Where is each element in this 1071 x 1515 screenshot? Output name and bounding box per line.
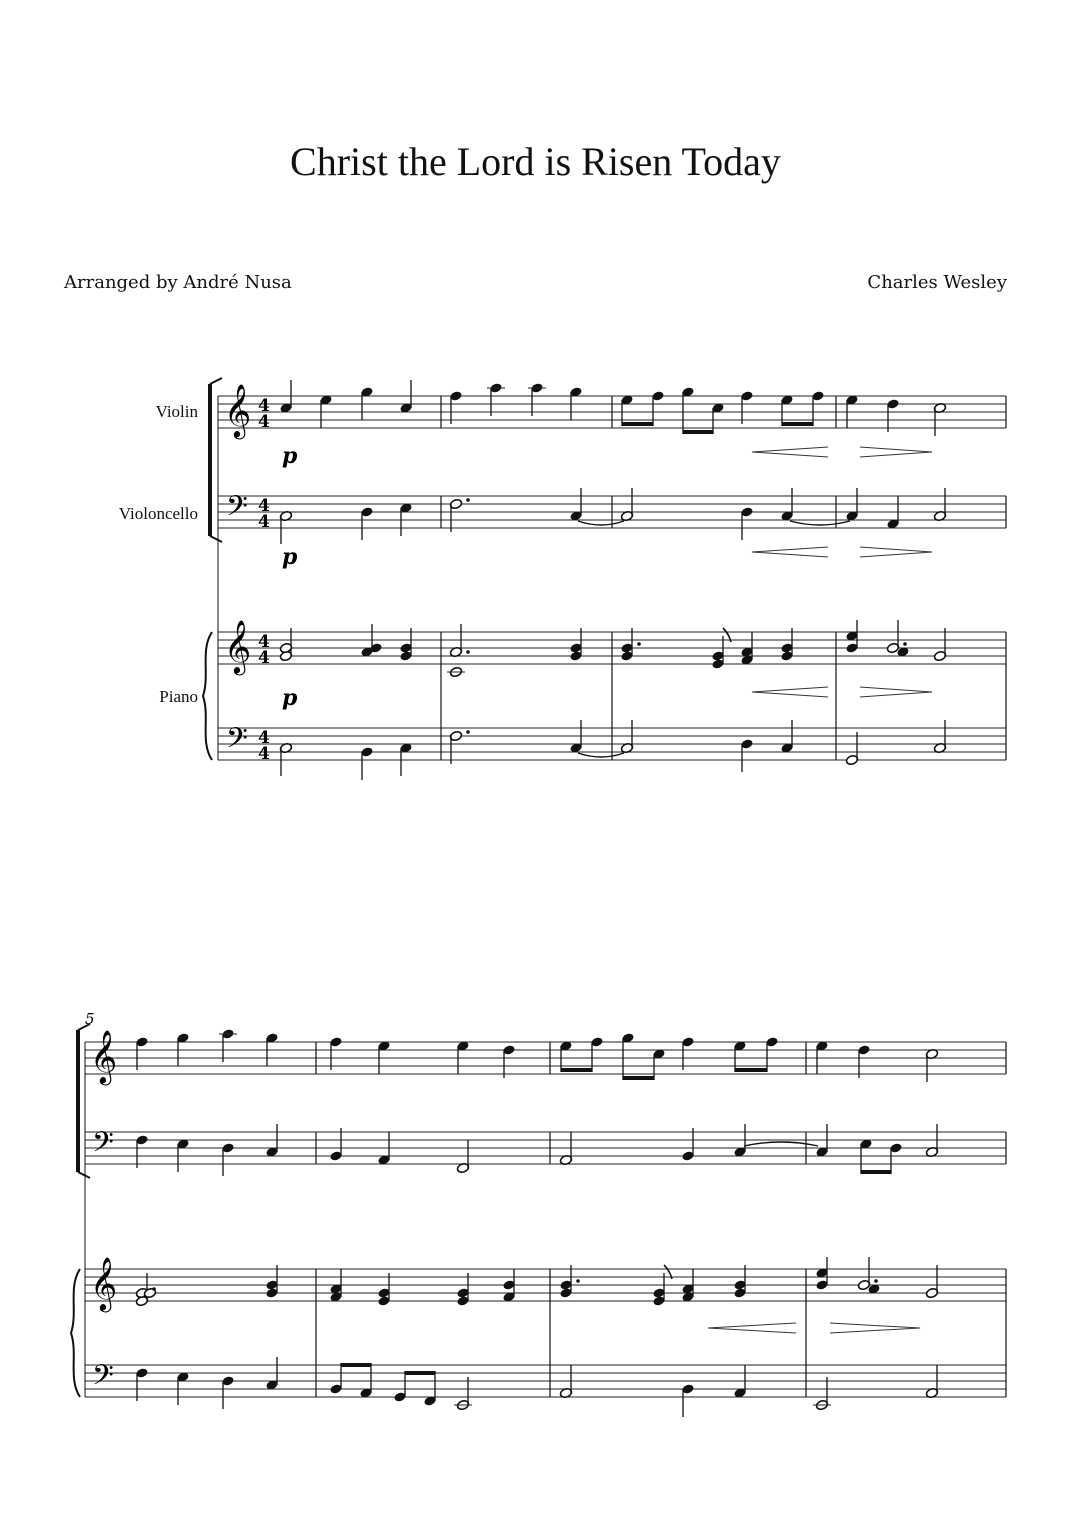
note <box>857 1257 870 1291</box>
note <box>780 720 793 754</box>
instrument-label-violin: Violin <box>155 402 198 421</box>
note <box>135 1134 148 1168</box>
bracket-hook <box>78 1172 90 1178</box>
note <box>933 402 946 436</box>
note <box>279 742 292 776</box>
note <box>454 1377 472 1411</box>
instrument-label-cello: Violoncello <box>118 504 198 523</box>
treble-clef: 𝄞 <box>90 1256 118 1310</box>
note <box>857 1044 870 1078</box>
note <box>845 732 858 766</box>
decrescendo-hairpin <box>860 687 932 697</box>
decrescendo-hairpin <box>860 547 932 557</box>
note <box>886 496 899 530</box>
note <box>925 1265 938 1299</box>
beam <box>341 1363 371 1367</box>
note <box>279 510 292 544</box>
note <box>569 720 582 754</box>
note <box>815 1124 828 1158</box>
note <box>925 1124 938 1158</box>
note <box>176 1032 189 1066</box>
note <box>681 1128 694 1162</box>
tie <box>790 521 850 525</box>
beam <box>622 422 653 426</box>
beam <box>623 1076 654 1080</box>
note <box>933 488 946 522</box>
augmentation-dot <box>637 642 641 646</box>
dynamic-piano-cello: p <box>282 544 298 570</box>
note <box>279 380 292 414</box>
bass-clef: 𝄢 <box>92 1126 114 1166</box>
time-signature-top: 4 <box>258 728 270 748</box>
note <box>620 720 633 754</box>
augmentation-dot <box>874 1279 878 1283</box>
note <box>377 1040 390 1074</box>
note <box>487 382 505 416</box>
augmentation-dot <box>466 498 470 502</box>
note <box>265 1032 278 1066</box>
note <box>502 1044 515 1078</box>
beam <box>782 422 813 426</box>
decrescendo-hairpin <box>860 447 932 457</box>
note <box>449 390 462 424</box>
note <box>733 1365 746 1399</box>
tie <box>744 1142 818 1146</box>
crescendo-hairpin <box>752 687 828 697</box>
note <box>399 742 412 776</box>
note <box>176 1371 189 1405</box>
piano-brace <box>203 632 212 760</box>
note <box>360 624 373 658</box>
time-signature-bottom: 4 <box>258 744 270 764</box>
note <box>377 1132 390 1166</box>
treble-clef: 𝄞 <box>224 383 252 437</box>
note <box>528 382 546 416</box>
note <box>886 620 899 654</box>
note <box>399 380 412 414</box>
note <box>449 624 462 658</box>
augmentation-dot <box>152 1287 156 1291</box>
augmentation-dot <box>466 650 470 654</box>
note <box>780 488 793 522</box>
beam <box>735 1068 767 1072</box>
note <box>449 498 462 532</box>
beam <box>405 1371 435 1375</box>
bracket-hook <box>210 378 222 384</box>
bass-clef: 𝄢 <box>226 490 248 530</box>
note <box>933 720 946 754</box>
note <box>399 502 412 536</box>
note <box>740 506 753 540</box>
composer-credit: Charles Wesley <box>867 272 1007 293</box>
note <box>135 1367 148 1401</box>
augmentation-dot <box>576 1279 580 1283</box>
note <box>360 386 373 420</box>
note <box>740 738 753 772</box>
note <box>845 394 858 428</box>
note <box>176 1138 189 1172</box>
beam <box>861 1170 891 1174</box>
time-signature-top: 4 <box>258 396 270 416</box>
time-signature-bottom: 4 <box>258 512 270 532</box>
note <box>620 488 633 522</box>
crescendo-hairpin <box>752 447 828 457</box>
beam <box>561 1068 592 1072</box>
treble-clef: 𝄞 <box>90 1029 118 1083</box>
crescendo-hairpin <box>752 547 828 557</box>
note <box>221 1142 234 1176</box>
note <box>815 1040 828 1074</box>
crescendo-hairpin <box>708 1323 796 1333</box>
tie <box>578 753 624 757</box>
score-title: Christ the Lord is Risen Today <box>290 139 781 184</box>
augmentation-dot <box>466 730 470 734</box>
tie <box>578 521 624 525</box>
note <box>447 666 465 677</box>
augmentation-dot <box>903 642 907 646</box>
note <box>329 1128 342 1162</box>
note <box>265 1357 278 1391</box>
note <box>559 1365 572 1399</box>
note <box>559 1132 572 1166</box>
beam <box>683 430 713 434</box>
note <box>449 730 462 764</box>
note <box>456 1040 469 1074</box>
note <box>813 1377 831 1411</box>
note <box>925 1048 938 1082</box>
note <box>681 1383 694 1417</box>
note <box>135 1036 148 1070</box>
arranger-credit: Arranged by André Nusa <box>64 272 292 293</box>
decrescendo-hairpin <box>830 1323 920 1333</box>
note <box>221 1375 234 1409</box>
measure-number: 5 <box>85 1010 95 1028</box>
note <box>681 1036 694 1070</box>
dynamic-piano-violin: p <box>282 443 298 469</box>
note <box>360 746 373 780</box>
bracket-hook <box>210 536 222 542</box>
bass-clef: 𝄢 <box>226 722 248 762</box>
treble-clef: 𝄞 <box>224 619 252 673</box>
note <box>319 394 332 428</box>
note <box>925 1365 938 1399</box>
note <box>933 628 946 662</box>
piano-brace <box>71 1269 80 1397</box>
note <box>886 398 899 432</box>
note <box>219 1028 237 1062</box>
note <box>456 1140 469 1174</box>
note <box>329 1036 342 1070</box>
note <box>265 1124 278 1158</box>
time-signature-bottom: 4 <box>258 648 270 668</box>
note <box>569 386 582 420</box>
note <box>360 506 373 540</box>
time-signature-top: 4 <box>258 496 270 516</box>
note <box>733 1124 746 1158</box>
note <box>845 488 858 522</box>
time-signature-bottom: 4 <box>258 412 270 432</box>
instrument-label-piano: Piano <box>159 687 198 706</box>
time-signature-top: 4 <box>258 632 270 652</box>
bass-clef: 𝄢 <box>92 1359 114 1399</box>
note <box>569 488 582 522</box>
dynamic-piano-piano: p <box>282 685 298 711</box>
note <box>740 390 753 424</box>
